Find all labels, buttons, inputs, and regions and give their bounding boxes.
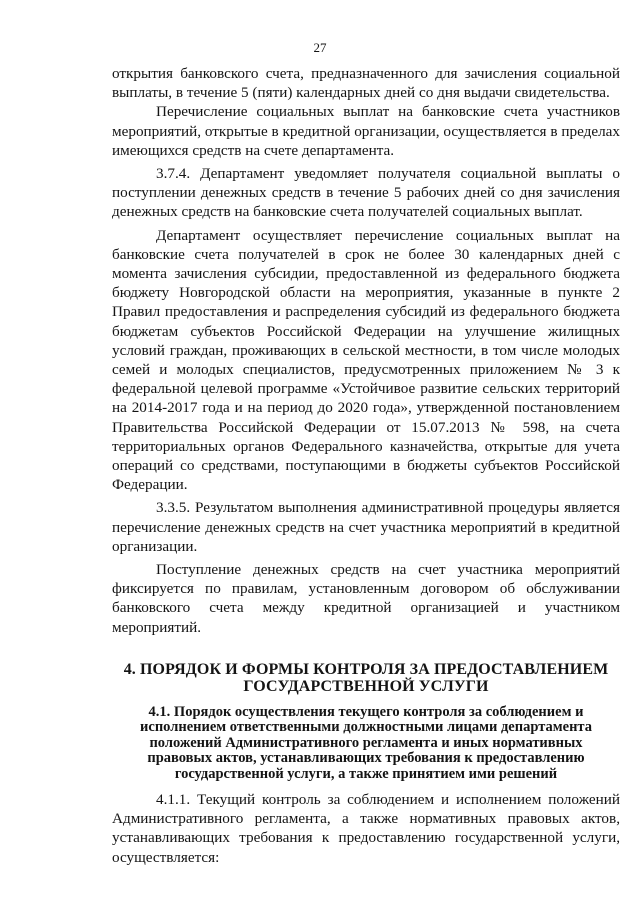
paragraph: 4.1.1. Текущий контроль за соблюдением и исполнением положений Административного регламента, а также нормативных правовых актов, устанавливающих требования к предоставлению государственной услуги, осуществляется: [112,790,620,866]
paragraph: 3.3.5. Результатом выполнения административной процедуры является перечисление денежных средств на счет участника мероприятий в кредитной организации. [112,499,620,555]
paragraph: 3.7.4. Департамент уведомляет получателя социальной выплаты о поступлении денежных средств в течение 5 рабочих дней со дня зачисления денежных средств на банковские счета получателей социальных выплат. [112,165,620,221]
paragraph: Поступление денежных средств на счет участника мероприятий фиксируется по правилам, установленным договором об обслуживании банковского счета между кредитной организацией и участником мероприятий. [112,561,620,636]
paragraph: открытия банковского счета, предназначенного для зачисления социальной выплаты, в течение 5 (пяти) календарных дней со дня выдачи свидетельства. [112,65,620,102]
paragraph: Перечисление социальных выплат на банковские счета участников мероприятий, открытые в кредитной организации, осуществляется в пределах имеющихся средств на счете департамента. [112,103,620,159]
paragraph: Департамент осуществляет перечисление социальных выплат на банковские счета получателей в срок не более 30 календарных дней с момента зачисления субсидии, предоставленной из федерального бюджета бюджету Новгородской области на мероприятия, указанные в пункте 2 Правил предоставления и распределения субсидий из федерального бюджета бюджетам субъектов Российской Федерации на улучшение жилищных условий граждан, проживающих в сельской местности, в том числе молодых семей и молодых специалистов, предусмотренных приложением № 3 к федеральной целевой программе «Устойчивое развитие сельских территорий на 2014-2017 года и на период до 2020 года», утвержденной постановлением Правительства Российской Федерации от 15.07.2013 № 598, на счета территориальных органов Федерального казначейства, открытые для учета операций со средствами, поступающими в бюджеты субъектов Российской Федерации. [112,226,620,494]
section-heading: 4. ПОРЯДОК И ФОРМЫ КОНТРОЛЯ ЗА ПРЕДОСТАВЛЕНИЕМ ГОСУДАРСТВЕННОЙ УСЛУГИ [123,660,609,695]
subsection-heading: 4.1. Порядок осуществления текущего контроля за соблюдением и исполнением ответственными должностными лицами департамента положений Административного регламента и иных нормативных правовых актов, устанавливающих требования к предоставлению государственной услуги, а также принятием ими решений [140,703,592,782]
page-number: 27 [313,40,327,55]
document-body [112,64,620,867]
